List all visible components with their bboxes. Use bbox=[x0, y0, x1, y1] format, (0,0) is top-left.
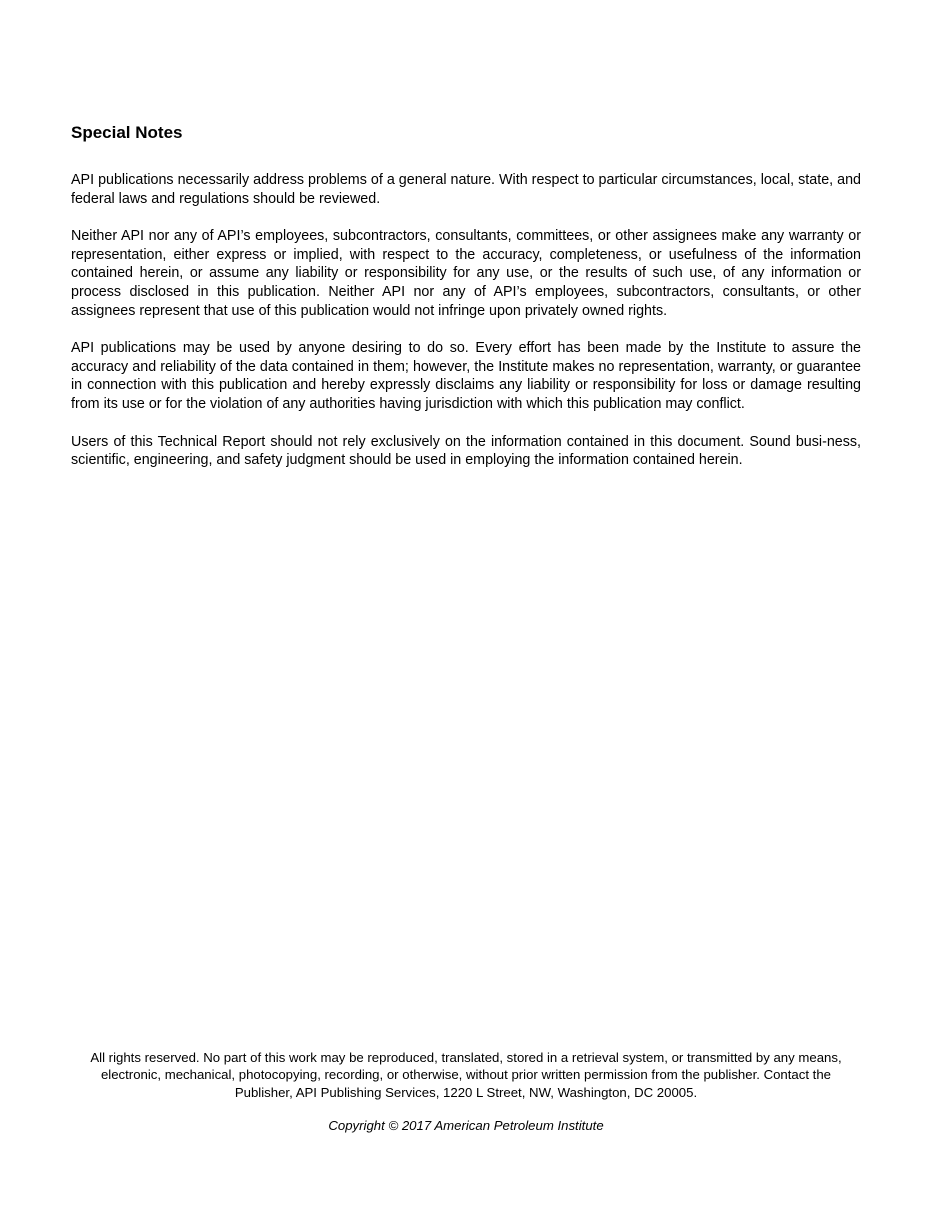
section-title: Special Notes bbox=[71, 123, 183, 142]
special-notes-section bbox=[71, 121, 861, 489]
page-footer bbox=[71, 1049, 861, 1134]
paragraph-general-nature: API publications necessarily address problems of a general nature. With respect to particular circumstances, local, state, and federal laws and regulations should be reviewed. bbox=[71, 172, 861, 207]
paragraph-disclaimer: API publications may be used by anyone desiring to do so. Every effort has been made by the Institute to assure the accuracy and reliability of the data contained in them; however, the Institute makes no representation, warranty, or guarantee in connection with this publication and hereby expressly disclaims any liability or responsibility for loss or damage resulting from its use or for the violation of any authorities having jurisdiction with which this publication may conflict. bbox=[71, 340, 861, 412]
copyright-notice: Copyright © 2017 American Petroleum Institute bbox=[328, 1117, 604, 1133]
rights-notice: All rights reserved. No part of this work may be reproduced, translated, stored in a retrieval system, or transmitted by any means, electronic, mechanical, photocopying, recording, or otherwise, without prior written permission from the publisher. Contact the Publisher, API Publishing Services, 1220 L Street, NW, Washington, DC 20005. bbox=[90, 1050, 842, 1100]
paragraph-judgment: Users of this Technical Report should not rely exclusively on the information contained in this document. Sound busi-ness, scientific, engineering, and safety judgment should be used in employing the information contained herein. bbox=[71, 433, 861, 469]
paragraph-no-warranty: Neither API nor any of API’s employees, subcontractors, consultants, committees, or other assignees make any warranty or representation, either express or implied, with respect to the accuracy, completeness, or usefulness of the information contained herein, or assume any liability or responsibility for any use, or the results of such use, of any information or process disclosed in this publication. Neither API nor any of API’s employees, subcontractors, consultants, or other assignees represent that use of this publication would not infringe upon privately owned rights. bbox=[71, 228, 861, 319]
